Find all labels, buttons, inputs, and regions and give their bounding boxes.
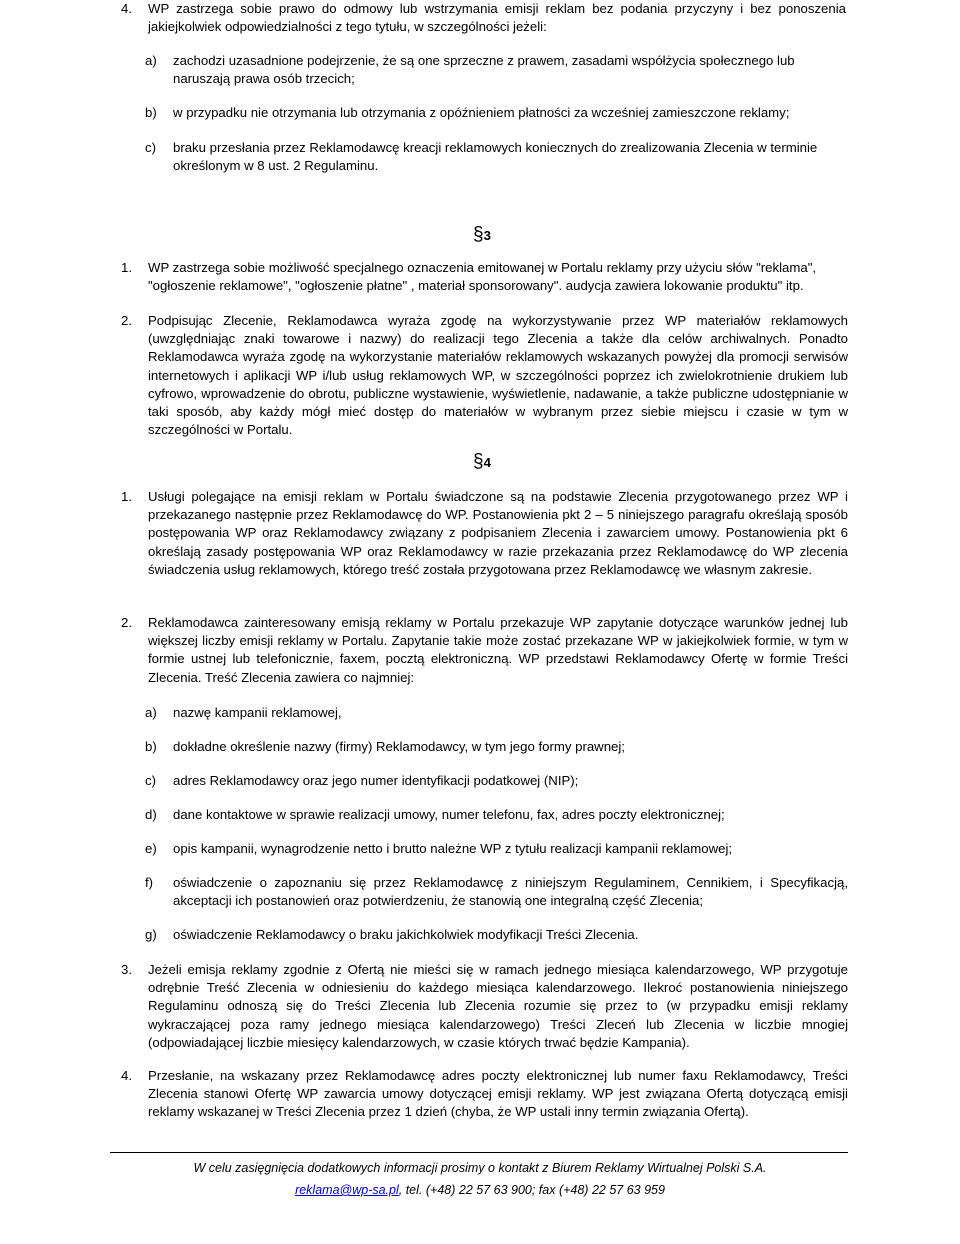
list-item-label: c) (145, 140, 156, 155)
paragraph-text: Jeżeli emisja reklamy zgodnie z Ofertą nie mieści się w ramach jednego miesiąca kalendarzowego, WP przygotuje odrębnie Treść Zlecenia w odniesieniu do każdego miesiąca kalendarzowego. Ilekroć postanowienia niniejszego Regulaminu odnoszą się do Treści Zlecenia lub Zlecenia rozumie się przez to (w przypadku emisji reklamy wykraczającej poza ramy jednego miesiąca kalendarzowego) Treści Zleceń lub Zlecenia w liczbie mnogiej (odpowiadającej liczbie miesięcy kalendarzowych, w czasie których trwać będzie Kampania). (148, 962, 848, 1050)
list-item-text: nazwę kampanii reklamowej, (173, 705, 342, 720)
paragraph-text: Reklamodawca zainteresowany emisją reklamy w Portalu przekazuje WP zapytanie dotyczące warunków jednej lub większej liczby emisji reklamy w Portalu. Zapytanie takie może zostać przekazane WP w jakiejkolwiek formie, w tym w formie ustnej lub telefonicznie, faxem, pocztą elektroniczną. WP przedstawi Reklamodawcy Ofertę w formie Treści Zlecenia. Treść Zlecenia zawiera co najmniej: (148, 615, 848, 685)
paragraph-text: WP zastrzega sobie prawo do odmowy lub wstrzymania emisji reklam bez podania przyczyny i bez ponoszenia jakiejkolwiek odpowiedzialności z tego tytułu, w szczególności jeżeli: (148, 1, 846, 35)
list-item-text: oświadczenie Reklamodawcy o braku jakichkolwiek modyfikacji Treści Zlecenia. (173, 927, 639, 942)
list-item-label: f) (145, 875, 154, 890)
list-item-label: a) (145, 53, 157, 68)
paragraph-text: WP zastrzega sobie możliwość specjalnego oznaczenia emitowanej w Portalu reklamy przy użyciu słów "reklama", "ogłoszenie reklamowe", "ogłoszenie płatne" , materiał sponsorowany". audycja zawiera lokowanie produktu" itp. (148, 260, 817, 294)
list-item-text: zachodzi uzasadnione podejrzenie, że są one sprzeczne z prawem, zasadami współżycia społecznego lub naruszają prawa osób trzecich; (173, 53, 795, 87)
paragraph-number: 4. (121, 1068, 132, 1083)
paragraph-number: 3. (121, 962, 132, 977)
list-item-label: a) (145, 705, 157, 720)
paragraph-number: 4. (121, 1, 132, 16)
list-item-text: dokładne określenie nazwy (firmy) Reklamodawcy, w tym jego formy prawnej; (173, 739, 625, 754)
list-item-label: d) (145, 807, 157, 822)
list-item-label: b) (145, 739, 157, 754)
list-item-label: g) (145, 927, 157, 942)
footer-info: W celu zasięgnięcia dodatkowych informacji prosimy o kontakt z Biurem Reklamy Wirtualnej Polski S.A. (193, 1161, 767, 1175)
paragraph-number: 1. (121, 260, 132, 275)
list-item-text: oświadczenie o zapoznaniu się przez Reklamodawcę z niniejszym Regulaminem, Cennikiem, i Specyfikacją, akceptacji ich postanowień oraz potwierdzeniu, że stanowią one integralną część Zlecenia; (173, 875, 848, 909)
email-link[interactable]: reklama@wp-sa.pl (295, 1183, 399, 1197)
list-item-label: b) (145, 105, 157, 120)
section-heading (473, 224, 491, 246)
list-item-label: c) (145, 773, 156, 788)
footer-contact (0, 1183, 960, 1197)
list-item-text: dane kontaktowe w sprawie realizacji umowy, numer telefonu, fax, adres poczty elektronicznej; (173, 807, 725, 822)
list-item-text: opis kampanii, wynagrodzenie netto i brutto należne WP z tytułu realizacji kampanii reklamowej; (173, 841, 733, 856)
list-item-text: adres Reklamodawcy oraz jego numer identyfikacji podatkowej (NIP); (173, 773, 579, 788)
paragraph-number: 2. (121, 615, 132, 630)
list-item-text: w przypadku nie otrzymania lub otrzymania z opóźnieniem płatności za wcześniej zamieszczone reklamy; (173, 105, 790, 120)
paragraph-number: 1. (121, 489, 132, 504)
list-item-label: e) (145, 841, 157, 856)
section-number: 4 (483, 455, 491, 470)
paragraph-text: Przesłanie, na wskazany przez Reklamodawcę adres poczty elektronicznej lub numer faxu Reklamodawcy, Treści Zlecenia stanowi Ofertę WP zawarcia umowy dotyczącej emisji reklamy. WP jest związana Ofertą dotyczącą emisji reklamy wskazanej w Treści Zlecenia przez 1 dzień (chyba, że WP ustali inny termin związania Ofertą). (148, 1068, 848, 1120)
section-symbol: § (473, 451, 484, 472)
paragraph-text: Usługi polegające na emisji reklam w Portalu świadczone są na podstawie Zlecenia przygotowanego przez WP i przekazanego następnie przez Reklamodawcę do WP. Postanowienia pkt 2 – 5 niniejszego paragrafu określają sposób postępowania WP oraz Reklamodawcy związany z podpisaniem Zlecenia i zawarciem umowy. Postanowienia pkt 6 określają zasady postępowania WP oraz Reklamodawcy w razie przekazania przez Reklamodawcę do WP zlecenia świadczenia usług reklamowych, którego treść została przygotowana przez Reklamodawcę we własnym zakresie. (148, 489, 848, 577)
section-heading (473, 451, 491, 473)
list-item-text: braku przesłania przez Reklamodawcę kreacji reklamowych koniecznych do zrealizowania Zlecenia w terminie określonym w 8 ust. 2 Regulaminu. (173, 140, 818, 174)
footer-phone-fax: , tel. (+48) 22 57 63 900; fax (+48) 22 57 63 959 (398, 1183, 665, 1197)
section-number: 3 (483, 228, 491, 243)
paragraph-number: 2. (121, 313, 132, 328)
footer-divider (110, 1152, 848, 1153)
section-symbol: § (473, 224, 484, 245)
paragraph-text: Podpisując Zlecenie, Reklamodawca wyraża zgodę na wykorzystywanie przez WP materiałów reklamowych (uwzględniając znaki towarowe i nazwy) do realizacji tego Zlecenia a także dla celów archiwalnych. Ponadto Reklamodawca wyraża zgodę na wykorzystanie materiałów reklamowych wskazanych powyżej dla promocji serwisów internetowych i aplikacji WP i/lub usług reklamowych WP, w szczególności poprzez ich zwielokrotnienie drukiem lub cyfrowo, wprowadzenie do obrotu, publiczne wystawienie, wyświetlenie, nadawanie, a także publiczne udostępnianie w taki sposób, aby każdy mógł mieć dostęp do materiałów w wybranym przez siebie miejscu i czasie w tym w szczególności w Portalu. (148, 313, 848, 438)
